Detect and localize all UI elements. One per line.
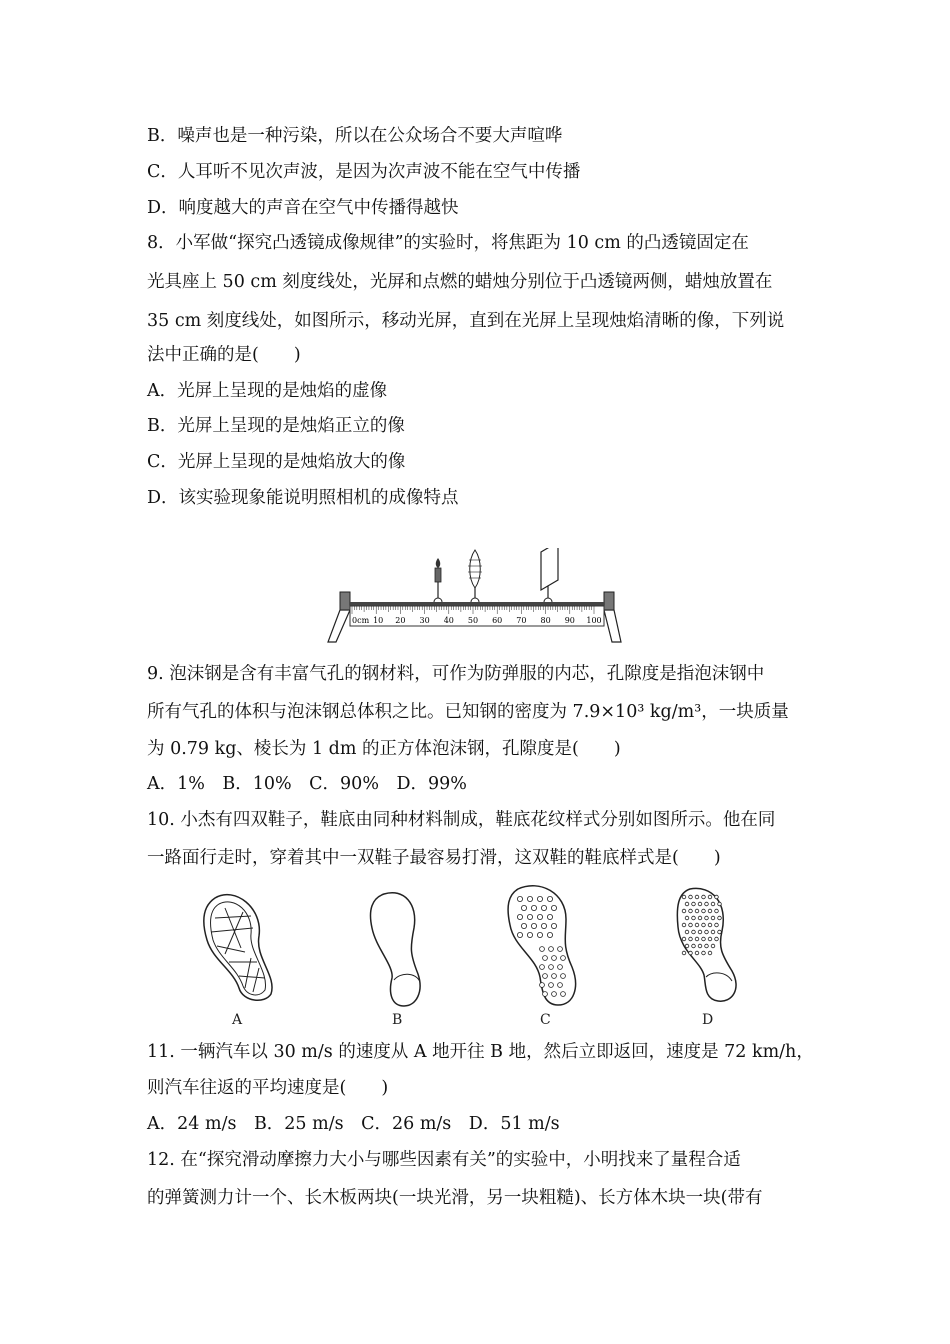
q7-option-c: C．人耳听不见次声波，是因为次声波不能在空气中传播 xyxy=(147,162,581,182)
tread-dot xyxy=(702,923,706,927)
q8-stem-line1: 8．小军做“探究凸透镜成像规律”的实验时，将焦距为 10 cm 的凸透镜固定在 xyxy=(147,233,749,253)
q7-option-d: D．响度越大的声音在空气中传播得越快 xyxy=(147,198,459,218)
candle xyxy=(434,558,442,602)
candle-flame xyxy=(436,558,441,568)
tread-dot xyxy=(549,947,554,952)
tread-dot xyxy=(682,951,686,955)
tread-dot xyxy=(711,902,715,906)
tread-dot xyxy=(541,905,546,910)
tread-dot xyxy=(715,895,719,899)
scale-tick-label: 50 xyxy=(467,616,479,625)
tread-dot xyxy=(702,909,706,913)
tread-dot xyxy=(708,909,712,913)
tread-dot xyxy=(702,951,706,955)
tread-dot xyxy=(541,923,546,928)
tread-dot xyxy=(718,930,722,934)
q9-stem-line1: 9. 泡沫钢是含有丰富气孔的钢材料，可作为防弹服的内芯，孔隙度是指泡沫钢中 xyxy=(147,664,765,684)
tread-dot xyxy=(540,965,545,970)
q8-option-b: B．光屏上呈现的是烛焰正立的像 xyxy=(147,416,405,436)
tread-dot xyxy=(689,923,693,927)
tread-dot xyxy=(711,944,715,948)
tread-dot xyxy=(561,956,566,961)
shoe-label-d: D xyxy=(702,1012,714,1028)
shoe-sole-b xyxy=(360,888,440,1008)
shoe-sole-c xyxy=(500,883,590,1008)
tread-dot xyxy=(695,909,699,913)
tread-dot xyxy=(543,974,548,979)
tread-dot xyxy=(537,932,542,937)
bench-leg-left xyxy=(328,610,350,642)
tread-dot xyxy=(537,914,542,919)
scale-tick-label: 90 xyxy=(564,616,575,625)
tread-dot xyxy=(708,951,712,955)
q8-option-a: A．光屏上呈现的是烛焰的虚像 xyxy=(147,381,388,401)
tread-dot xyxy=(692,916,696,920)
tread-dot xyxy=(711,930,715,934)
tread-dot xyxy=(698,916,702,920)
scale-tick-label: 80 xyxy=(540,616,551,625)
tread-dot xyxy=(517,914,522,919)
tread-dot xyxy=(718,902,722,906)
q11-stem-line1: 11. 一辆汽车以 30 m/s 的速度从 A 地开往 B 地，然后立即返回，速度是 72 km/h， xyxy=(147,1042,814,1062)
tread-dot xyxy=(705,916,709,920)
tread-dot xyxy=(558,983,563,988)
bench-end-right xyxy=(604,592,614,610)
q10-stem-line1: 10. 小杰有四双鞋子，鞋底由同种材料制成，鞋底花纹样式分别如图所示。他在同 xyxy=(147,810,776,830)
tread-dot xyxy=(695,937,699,941)
tread-dot xyxy=(521,905,526,910)
tread-dot xyxy=(547,914,552,919)
shoe-label-b: B xyxy=(392,1012,403,1028)
tread-dot xyxy=(558,947,563,952)
tread-dot xyxy=(695,923,699,927)
scale-tick-label: 30 xyxy=(419,616,430,625)
tread-dot xyxy=(715,909,719,913)
bench-rail xyxy=(350,602,604,606)
q8-option-c: C．光屏上呈现的是烛焰放大的像 xyxy=(147,452,406,472)
tread-dot xyxy=(715,937,719,941)
tread-dot xyxy=(685,930,689,934)
tread-dot xyxy=(551,905,556,910)
scale-tick-label: 20 xyxy=(395,616,406,625)
q9-stem-line3: 为 0.79 kg、棱长为 1 dm 的正方体泡沫钢，孔隙度是( ) xyxy=(147,739,621,759)
tread-dot xyxy=(682,895,686,899)
tread-dot xyxy=(708,937,712,941)
tread-dot xyxy=(531,905,536,910)
tread-dot xyxy=(705,902,709,906)
tread-dot xyxy=(549,965,554,970)
tread-dot xyxy=(689,895,693,899)
tread-dot xyxy=(517,896,522,901)
tread-dot xyxy=(561,992,566,997)
scale-tick-label: 60 xyxy=(492,616,503,625)
shoe-label-a: A xyxy=(232,1012,243,1028)
tread-dot xyxy=(547,896,552,901)
tread-dot xyxy=(540,947,545,952)
tread-dot xyxy=(692,930,696,934)
tread-dot xyxy=(527,932,532,937)
tread-dot xyxy=(551,923,556,928)
tread-dot xyxy=(685,944,689,948)
scale-tick-label: 10 xyxy=(373,616,384,625)
shoe-sole-d xyxy=(660,885,750,1007)
tread-dot xyxy=(698,944,702,948)
scale-unit-label: 0cm xyxy=(352,616,370,625)
tread-dot xyxy=(698,902,702,906)
tread-dot xyxy=(543,956,548,961)
q7-option-b: B．噪声也是一种污染，所以在公众场合不要大声喧哗 xyxy=(147,126,563,146)
tread-dot xyxy=(540,983,545,988)
tread-dot xyxy=(718,916,722,920)
tread-dot xyxy=(537,896,542,901)
bench-end-left xyxy=(340,592,350,610)
q12-stem-line1: 12. 在“探究滑动摩擦力大小与哪些因素有关”的实验中，小明找来了量程合适 xyxy=(147,1150,741,1170)
tread-dot xyxy=(685,902,689,906)
q9-stem-line2: 所有气孔的体积与泡沫钢总体积之比。已知钢的密度为 7.9×10³ kg/m³，一块质量 xyxy=(147,702,789,722)
tread-dot xyxy=(682,937,686,941)
tread-dot xyxy=(552,956,557,961)
tread-dot xyxy=(543,992,548,997)
convex-lens xyxy=(468,550,482,602)
tread-dot xyxy=(689,951,693,955)
q8-stem-line2: 光具座上 50 cm 刻度线处，光屏和点燃的蜡烛分别位于凸透镜两侧，蜡烛放置在 xyxy=(147,272,773,292)
q8-option-d: D．该实验现象能说明照相机的成像特点 xyxy=(147,488,459,508)
tread-dot xyxy=(715,923,719,927)
q10-stem-line2: 一路面行走时，穿着其中一双鞋子最容易打滑，这双鞋的鞋底样式是( ) xyxy=(147,848,721,868)
tread-dot xyxy=(711,916,715,920)
q8-stem-line4: 法中正确的是( ) xyxy=(147,345,301,365)
q11-stem-line2: 则汽车往返的平均速度是( ) xyxy=(147,1078,389,1098)
tread-dot xyxy=(692,944,696,948)
tread-dot xyxy=(692,902,696,906)
tread-dot xyxy=(695,951,699,955)
shoe-label-c: C xyxy=(540,1012,551,1028)
tread-dot xyxy=(558,965,563,970)
tread-dot xyxy=(705,944,709,948)
tread-dot xyxy=(552,974,557,979)
tread-dot xyxy=(708,923,712,927)
tread-dot xyxy=(702,937,706,941)
tread-dot xyxy=(702,895,706,899)
light-screen xyxy=(541,548,558,602)
tread-dot xyxy=(682,909,686,913)
tread-dot xyxy=(689,909,693,913)
q11-options: A．24 m/s B．25 m/s C．26 m/s D．51 m/s xyxy=(147,1114,560,1134)
tread-dot xyxy=(552,992,557,997)
tread-dot xyxy=(708,895,712,899)
optical-bench-figure xyxy=(322,548,622,646)
q8-stem-line3: 35 cm 刻度线处，如图所示，移动光屏，直到在光屏上呈现烛焰清晰的像，下列说 xyxy=(147,311,785,331)
tread-dot xyxy=(517,932,522,937)
tread-dot xyxy=(682,923,686,927)
tread-dot xyxy=(549,983,554,988)
q12-stem-line2: 的弹簧测力计一个、长木板两块(一块光滑，另一块粗糙)、长方体木块一块(带有 xyxy=(147,1188,763,1208)
scale-tick-label: 70 xyxy=(516,616,527,625)
tread-dot xyxy=(531,923,536,928)
scale-tick-label: 40 xyxy=(443,616,454,625)
tread-dot xyxy=(527,896,532,901)
tread-dot xyxy=(521,923,526,928)
tread-dot xyxy=(527,914,532,919)
tread-dot xyxy=(689,937,693,941)
shoe-sole-a xyxy=(195,888,285,1008)
tread-dot xyxy=(695,895,699,899)
scale-tick-label: 100 xyxy=(586,616,602,625)
tread-dot xyxy=(698,930,702,934)
tread-dot xyxy=(685,916,689,920)
tread-dot xyxy=(561,974,566,979)
tread-dot xyxy=(547,932,552,937)
tread-dot xyxy=(705,930,709,934)
bench-leg-right xyxy=(604,610,621,642)
q9-options: A．1% B．10% C．90% D．99% xyxy=(147,774,467,794)
